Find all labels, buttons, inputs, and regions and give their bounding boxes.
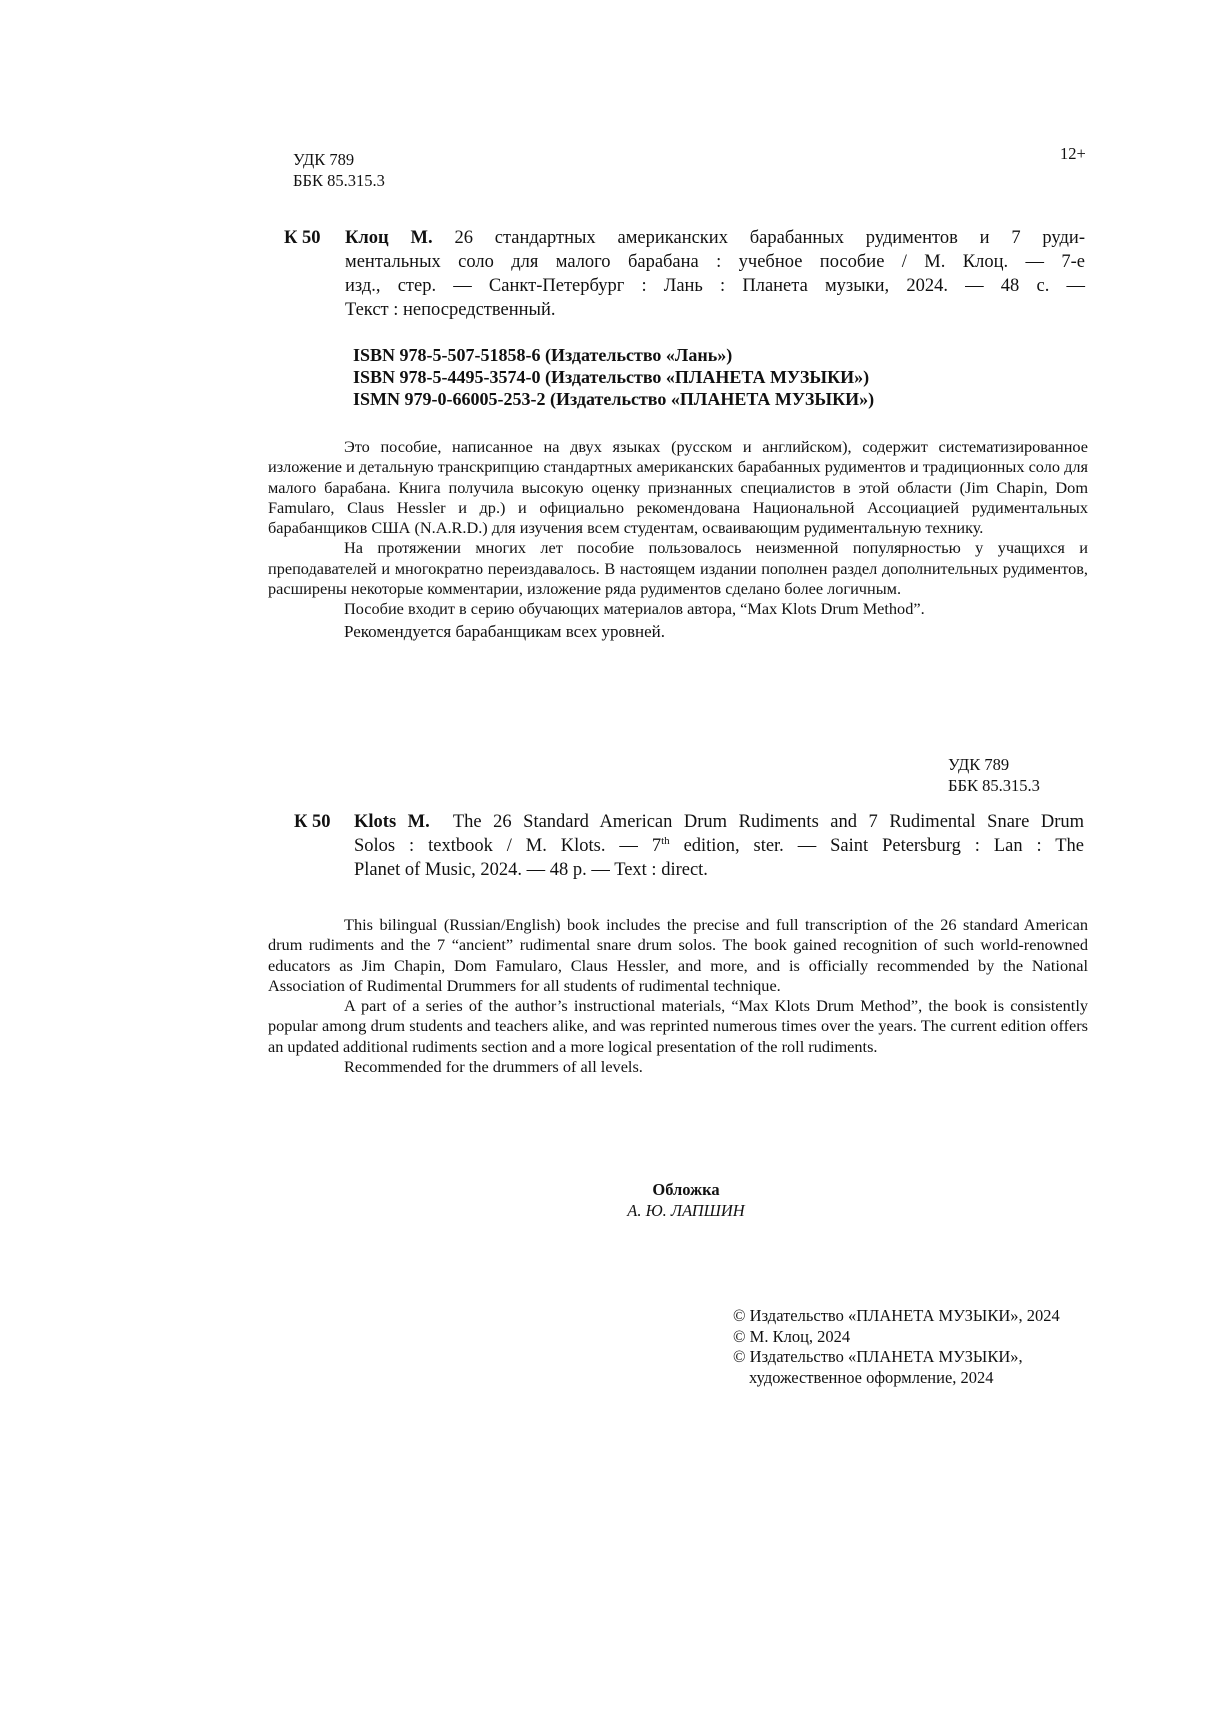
bbk-code-en: ББК 85.315.3: [948, 776, 1040, 795]
copyright-block: [733, 1306, 1060, 1388]
abstract-en-paragraph-3: Recommended for the drummers of all levels.: [344, 1057, 643, 1077]
copyright-line-4: художественное оформление, 2024: [749, 1367, 994, 1387]
bbk-code-ru: ББК 85.315.3: [293, 171, 385, 190]
ismn-planet: ISMN 979-0-66005-253-2 (Издательство «ПЛАНЕТА МУЗЫКИ»): [353, 389, 875, 409]
abstract-en-paragraph-1: This bilingual (Russian/English) book includes the precise and full transcription of the 26 standard American drum rudiments and the 7 “ancient” rudimental snare drum solos. The book gained recognition of such world-renowned educators as Jim Chapin, Dom Famularo, Claus Hessler, and more, and is officially recommended by the National Association of Rudimental Drummers for all students of rudimental technique.: [268, 915, 1088, 995]
cover-artist: А. Ю. ЛАПШИН: [627, 1201, 745, 1220]
abstract-en: [268, 915, 1088, 1077]
biblio-record-en: [354, 810, 1084, 882]
copyright-line-1: © Издательство «ПЛАНЕТА МУЗЫКИ», 2024: [733, 1306, 1060, 1325]
copyright-line-2: © М. Клоц, 2024: [733, 1326, 851, 1346]
author-name-en: Klots M.: [354, 812, 430, 832]
abstract-ru-paragraph-4: Рекомендуется барабанщикам всех уровней.: [344, 621, 666, 641]
biblio-en-line-2: Solos : textbook / M. Klots. — 7th edition, ster. — Saint Petersburg : Lan : The: [354, 835, 1084, 856]
biblio-line-3: изд., стер. — Санкт-Петербург : Лань : Планета музыки, 2024. — 48 с. —: [345, 276, 1085, 296]
biblio-line-1: 26 стандартных американских барабанных рудиментов и 7 руди-: [454, 228, 1085, 248]
author-cipher-ru: К 50: [284, 228, 321, 248]
abstract-en-paragraph-2: A part of a series of the author’s instructional materials, “Max Klots Drum Method”, the book is consistently popular among drum students and teachers alike, and was reprinted numerous times over the years. The current edition offers an updated additional rudiments section and a more logical presentation of the roll rudiments.: [268, 996, 1088, 1056]
author-cipher-en: К 50: [294, 812, 331, 832]
edition-superscript: th: [661, 835, 670, 847]
age-rating: 12+: [1060, 144, 1086, 163]
biblio-record-ru: [345, 226, 1085, 322]
abstract-ru-paragraph-3: Пособие входит в серию обучающих материалов автора, “Max Klots Drum Method”.: [344, 599, 925, 619]
isbn-block: [353, 344, 874, 410]
author-name-ru: Клоц М.: [345, 228, 433, 248]
isbn-lan: ISBN 978-5-507-51858-6 (Издательство «Лань»): [353, 345, 733, 365]
abstract-ru-paragraph-1: Это пособие, написанное на двух языках (русском и английском), содержит систематизированное изложение и детальную транскрипцию стандартных американских барабанных рудиментов и традиционных соло для малого барабана. Книга получила высокую оценку признанных специалистов в этой области (Jim Chapin, Dom Famularo, Claus Hessler и др.) и официально рекомендована Национальной Ассоциацией рудиментальных барабанщиков США (N.A.R.D.) для изучения всем студентам, осваивающим рудиментальную технику.: [268, 437, 1088, 538]
abstract-ru-paragraph-2: На протяжении многих лет пособие пользовалось неизменной популярностью у учащихся и преподавателей и многократно переиздавалось. В настоящем издании пополнен раздел дополнительных рудиментов, расширены некоторые комментарии, изложение ряда рудиментов сделано более логичным.: [268, 538, 1088, 599]
udk-code-en: УДК 789: [948, 755, 1010, 774]
biblio-line-2: ментальных соло для малого барабана : учебное пособие / М. Клоц. — 7-е: [345, 252, 1085, 272]
isbn-planet: ISBN 978-5-4495-3574-0 (Издательство «ПЛАНЕТА МУЗЫКИ»): [353, 367, 870, 387]
udk-code-ru: УДК 789: [293, 150, 355, 169]
biblio-en-line-3: Planet of Music, 2024. — 48 p. — Text : direct.: [354, 860, 708, 880]
copyright-line-3: © Издательство «ПЛАНЕТА МУЗЫКИ»,: [733, 1347, 1023, 1366]
cover-label: Обложка: [652, 1180, 720, 1199]
abstract-ru: [268, 437, 1088, 642]
biblio-line-4: Текст : непосредственный.: [345, 300, 556, 320]
biblio-en-line-1: The 26 Standard American Drum Rudiments and 7 Rudimental Snare Drum: [452, 812, 1085, 832]
